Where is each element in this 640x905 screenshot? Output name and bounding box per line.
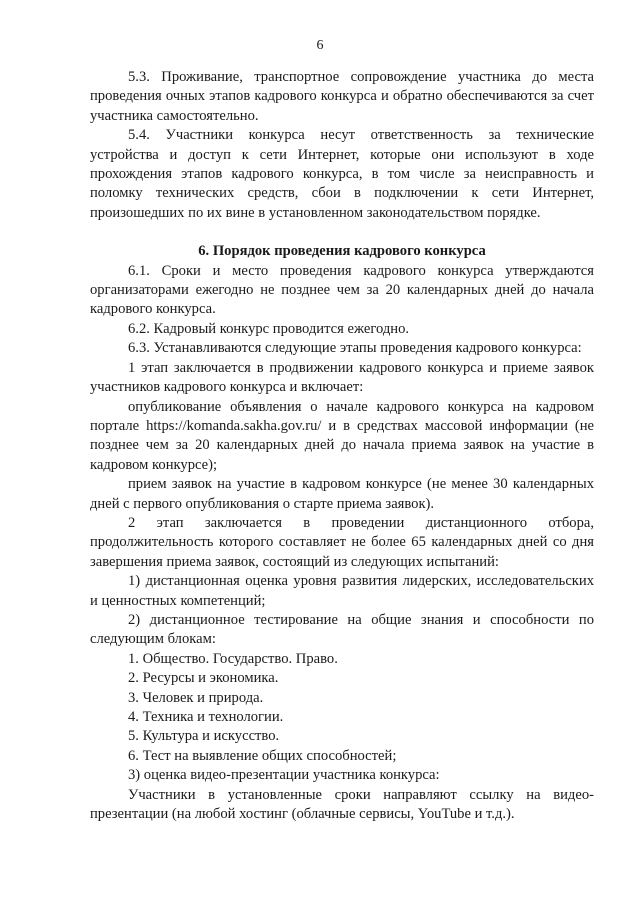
list-item: 5. Культура и искусство. (128, 728, 280, 745)
paragraph-test-2: 2) дистанционное тестирование на общие знания и способности по следующим блокам: (90, 611, 594, 648)
paragraph-test-3: 3) оценка видео-презентации участника конкурса: (128, 767, 440, 784)
list-item: 4. Техника и технологии. (128, 709, 284, 725)
paragraph-video-link: Участники в установленные сроки направляют ссылку на видео-презентации (на любой хостинг (облачные сервисы, YouTube и т.д.). (90, 786, 594, 823)
list-item: 2. Ресурсы и экономика. (128, 670, 279, 687)
list-item: 6. Тест на выявление общих способностей; (128, 747, 397, 764)
section-heading: 6. Порядок проведения кадрового конкурса (198, 243, 486, 260)
paragraph-stage-1-publication: опубликование объявления о начале кадрового конкурса на кадровом портале https://komanda.sakha.gov.ru/ и в средствах массовой информации (не позднее чем за 20 календарных дней до начала приема заявок на участие в кадровом конкурсе); (90, 398, 594, 473)
list-item: 1. Общество. Государство. Право. (128, 650, 338, 667)
paragraph-5-4: 5.4. Участники конкурса несут ответственность за технические устройства и доступ к сети Интернет, которые они используют в ходе прохождения этапов кадрового конкурса, в том числе за неисправность и поломку технических средств, сбои в подключении к сети Интернет, произошедших по их вине в установленном законодательством порядке. (90, 127, 594, 221)
page-number: 6 (316, 38, 324, 53)
list-item: 3. Человек и природа. (128, 689, 264, 706)
paragraph-5-3: 5.3. Проживание, транспортное сопровождение участника до места проведения очных этапов кадрового конкурса и обратно обеспечиваются за счет участника самостоятельно. (90, 69, 594, 124)
paragraph-6-1: 6.1. Сроки и место проведения кадрового конкурса утверждаются организаторами ежегодно не позднее чем за 20 календарных дней до начала кадрового конкурса. (90, 262, 594, 318)
paragraph-6-2: 6.2. Кадровый конкурс проводится ежегодно. (128, 320, 410, 337)
document-body (90, 68, 594, 824)
paragraph-stage-1-applications: прием заявок на участие в кадровом конкурсе (не менее 30 календарных дней с первого опубликования о старте приема заявок). (90, 476, 594, 512)
paragraph-test-1: 1) дистанционная оценка уровня развития лидерских, исследовательских и ценностных компетенций; (90, 573, 594, 609)
paragraph-stage-1: 1 этап заключается в продвижении кадрового конкурса и приеме заявок участников кадрового конкурса и включает: (90, 359, 594, 396)
paragraph-6-3: 6.3. Устанавливаются следующие этапы проведения кадрового конкурса: (128, 340, 582, 357)
paragraph-stage-2: 2 этап заключается в проведении дистанционного отбора, продолжительность которого составляет не более 65 календарных дней со дня завершения приема заявок, состоящий из следующих испытаний: (90, 514, 594, 570)
